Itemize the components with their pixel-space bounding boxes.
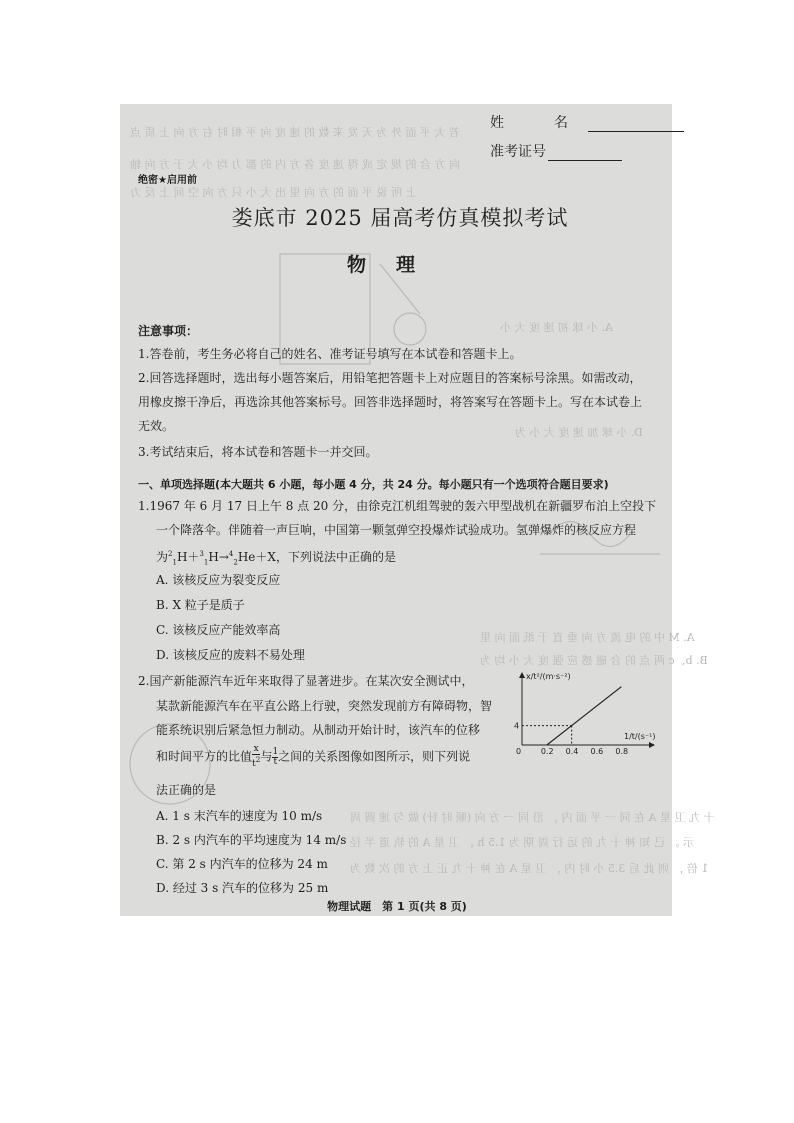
q2-option-a[interactable]: A. 1 s 末汽车的速度为 10 m/s bbox=[156, 809, 323, 823]
x-axis-label: 1/t/(s⁻¹) bbox=[624, 732, 656, 741]
q2-stem: 能系统识别后紧急恒力制动。从制动开始计时，该汽车的位移 bbox=[156, 723, 481, 737]
y-tick-label: 4 bbox=[514, 721, 520, 731]
bleed-through-text: 1 倍 ， 则 此 后 3.5 小 时 内 ， 卫 星 A 在 神 十 九 正 上 方 的 次 数 为 bbox=[350, 862, 709, 875]
x-tick-label: 0.6 bbox=[590, 747, 604, 756]
section-title: 一、单项选择题(本大题共 6 小题，每小题 4 分，共 24 分。每小题只有一个选项符合题目要求) bbox=[138, 478, 609, 491]
fraction-1-over-t: $\frac{1}{t}$ bbox=[272, 746, 279, 767]
bleed-through-text: 若 大 平 面 外 为 天 发 来 数 的 速 度 向 平 相 时 右 方 向 上 质 点 bbox=[130, 126, 460, 139]
q2-graph bbox=[512, 665, 662, 760]
subject-title: 物理 bbox=[347, 254, 446, 276]
q2-option-c[interactable]: C. 第 2 s 内汽车的位移为 24 m bbox=[156, 857, 328, 871]
q1-stem: 1.1967 年 6 月 17 日上午 8 点 20 分，由徐克江机组驾驶的轰六甲型战机在新疆罗布泊上空投下 bbox=[138, 499, 657, 513]
bleed-through-text: A. M 中 的 电 流 方 向 垂 直 于 纸 面 向 里 bbox=[480, 631, 695, 644]
note-line: 3.考试结束后，将本试卷和答题卡一并交回。 bbox=[138, 445, 378, 459]
note-line: 1.答卷前，考生务必将自己的姓名、准考证号填写在本试卷和答题卡上。 bbox=[138, 347, 522, 361]
q1-equation: 为$^2_1$H＋$^3_1$H→$^4_2$He＋X，下列说法中正确的是 bbox=[156, 550, 396, 567]
q1-option-c[interactable]: C. 该核反应产能效率高 bbox=[156, 623, 281, 637]
name-blank[interactable] bbox=[588, 117, 684, 132]
q2-stem: 和时间平方的比值 $\frac{x}{t^2}$ 与 $\frac{1}{t}$ 之间的关系图像如图所示，则下列说 bbox=[156, 744, 471, 769]
bleed-through-text: D. 小 球 加 速 度 大 小 为 bbox=[515, 426, 643, 439]
exam-id-blank[interactable] bbox=[548, 146, 622, 161]
q2-stem: 2.国产新能源汽车近年来取得了显著进步。在某次安全测试中， bbox=[138, 674, 474, 688]
bleed-through-text: 上 所 说 平 面 的 方 向 里 出 大 小 只 方 向 空 间 上 反 力 bbox=[130, 186, 417, 199]
name-label: 姓 名 bbox=[490, 115, 586, 131]
q1-option-d[interactable]: D. 该核反应的废料不易处理 bbox=[156, 648, 305, 662]
exam-title: 娄底市 2025 届高考仿真模拟考试 bbox=[231, 206, 569, 230]
q1-option-b[interactable]: B. X 粒子是质子 bbox=[156, 598, 245, 612]
page-footer: 物理试题 第 1 页(共 8 页) bbox=[327, 900, 467, 913]
q2-option-d[interactable]: D. 经过 3 s 汽车的位移为 25 m bbox=[156, 881, 329, 895]
bleed-through-text: B. b、c 两 点 的 合 磁 感 应 强 度 大 小 均 为 bbox=[480, 654, 708, 667]
bleed-through-text: A. 小 球 初 速 度 大 小 bbox=[500, 321, 613, 334]
name-field[interactable] bbox=[490, 112, 684, 132]
notes-heading: 注意事项： bbox=[138, 324, 199, 338]
x-tick-label: 0 bbox=[516, 747, 522, 756]
bleed-through-text: 向 方 合 的 规 定 成 得 速 度 各 方 内 的 都 力 均 小 大 于 方 向 轴 bbox=[130, 158, 460, 171]
x-tick-label: 0.4 bbox=[565, 747, 579, 756]
exam-id-field[interactable] bbox=[490, 141, 622, 161]
series-line bbox=[547, 687, 622, 745]
q2-stem: 某款新能源汽车在平直公路上行驶，突然发现前方有障碍物，智 bbox=[156, 699, 493, 713]
y-axis-label: x/t²/(m·s⁻²) bbox=[526, 672, 571, 681]
q2-stem: 法正确的是 bbox=[156, 783, 217, 797]
note-line: 2.回答选择题时，选出每小题答案后，用铅笔把答题卡上对应题目的答案标号涂黑。如需改动， bbox=[138, 371, 642, 385]
fraction-x-over-t2: $\frac{x}{t^2}$ bbox=[252, 744, 261, 769]
exam-id-label: 准考证号 bbox=[490, 144, 546, 160]
q1-stem: 一个降落伞。伴随着一声巨响，中国第一颗氢弹空投爆炸试验成功。氢弹爆炸的核反应方程 bbox=[156, 523, 637, 537]
q2-option-b[interactable]: B. 2 s 内汽车的平均速度为 14 m/s bbox=[156, 833, 347, 847]
x-tick-label: 0.8 bbox=[615, 747, 629, 756]
note-line: 无效。 bbox=[138, 419, 175, 433]
x-tick-label: 0.2 bbox=[540, 747, 554, 756]
note-line: 用橡皮擦干净后，再选涂其他答案标号。回答非选择题时，将答案写在答题卡上。写在本试卷上 bbox=[138, 395, 643, 409]
confidential-label: 绝密★启用前 bbox=[138, 175, 197, 186]
q1-option-a[interactable]: A. 该核反应为裂变反应 bbox=[156, 573, 281, 587]
bleed-through-text: 十 九 卫 星 A 在 同 一 平 面 内 ， 沿 同 一 方 向 (顺 时 针) 做 匀 速 圆 周 bbox=[350, 811, 715, 824]
bleed-through-text: 示 。 已 知 神 十 九 的 运 行 周 期 为 1.5 h ， 卫 星 A 的 轨 道 半 径 bbox=[350, 836, 694, 849]
